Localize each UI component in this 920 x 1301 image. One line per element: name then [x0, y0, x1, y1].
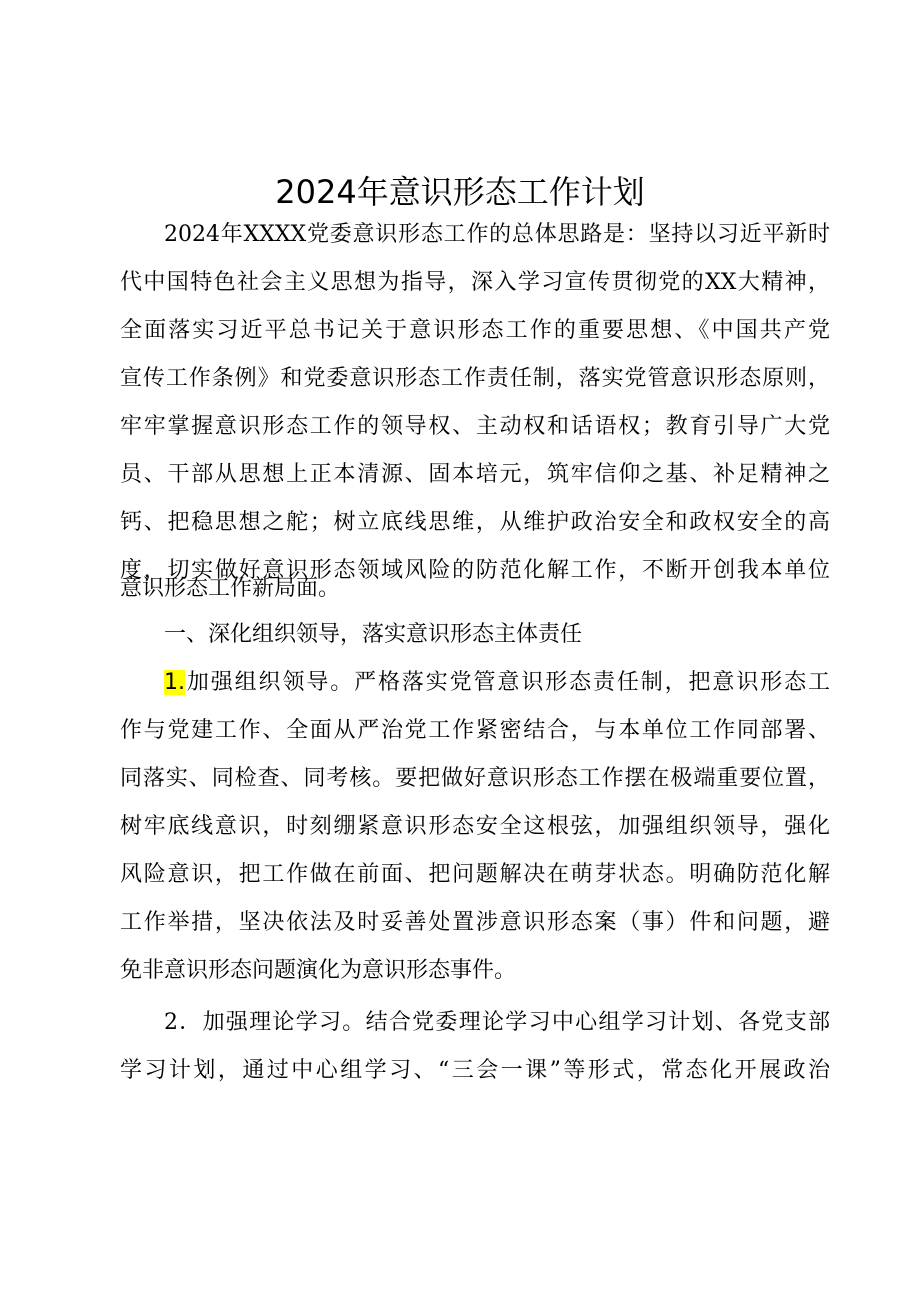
intro-line: 员、干部从思想上正本清源、固本培元，筑牢信仰之基、补足精神之 [120, 462, 830, 487]
item-1-first-line [164, 666, 830, 700]
item-2-line: 学习计划，通过中心组学习、“三会一课”等形式，常态化开展政治 [120, 1058, 830, 1083]
item-1-line: 风险意识，把工作做在前面、把问题解决在萌芽状态。明确防范化解 [120, 862, 830, 887]
section-heading: 一、深化组织领导，落实意识形态主体责任 [164, 622, 583, 647]
intro-line: 全面落实习近平总书记关于意识形态工作的重要思想、《中国共产党 [120, 318, 830, 343]
document-title: 2024年意识形态工作计划 [275, 173, 645, 211]
item-1-number-highlight: 1. [164, 670, 185, 695]
intro-line: 意识形态工作新局面。 [120, 576, 341, 601]
intro-line: 钙、把稳思想之舵；树立底线思维，从维护政治安全和政权安全的高 [120, 510, 830, 535]
item-1-line: 树牢底线意识，时刻绷紧意识形态安全这根弦，加强组织领导，强化 [120, 814, 830, 839]
intro-line: 度，切实做好意识形态领域风险的防范化解工作，不断开创我本单位 [120, 558, 830, 583]
intro-line: 代中国特色社会主义思想为指导，深入学习宣传贯彻党的XX大精神， [120, 270, 830, 295]
intro-line: 2024年XXXX党委意识形态工作的总体思路是：坚持以习近平新时 [164, 222, 830, 247]
item-1-line: 作与党建工作、全面从严治党工作紧密结合，与本单位工作同部署、 [120, 718, 830, 743]
item-1-line: 同落实、同检查、同考核。要把做好意识形态工作摆在极端重要位置， [120, 766, 830, 791]
item-1-first-text: 加强组织领导。严格落实党管意识形态责任制，把意识形态工 [185, 670, 830, 695]
item-2-first-line: 2．加强理论学习。结合党委理论学习中心组学习计划、各党支部 [164, 1010, 830, 1035]
item-1-line: 免非意识形态问题演化为意识形态事件。 [120, 958, 517, 983]
intro-line: 牢牢掌握意识形态工作的领导权、主动权和话语权；教育引导广大党 [120, 414, 830, 439]
intro-line: 宣传工作条例》和党委意识形态工作责任制，落实党管意识形态原则， [120, 366, 830, 391]
item-1-line: 工作举措，坚决依法及时妥善处置涉意识形态案（事）件和问题，避 [120, 910, 830, 935]
